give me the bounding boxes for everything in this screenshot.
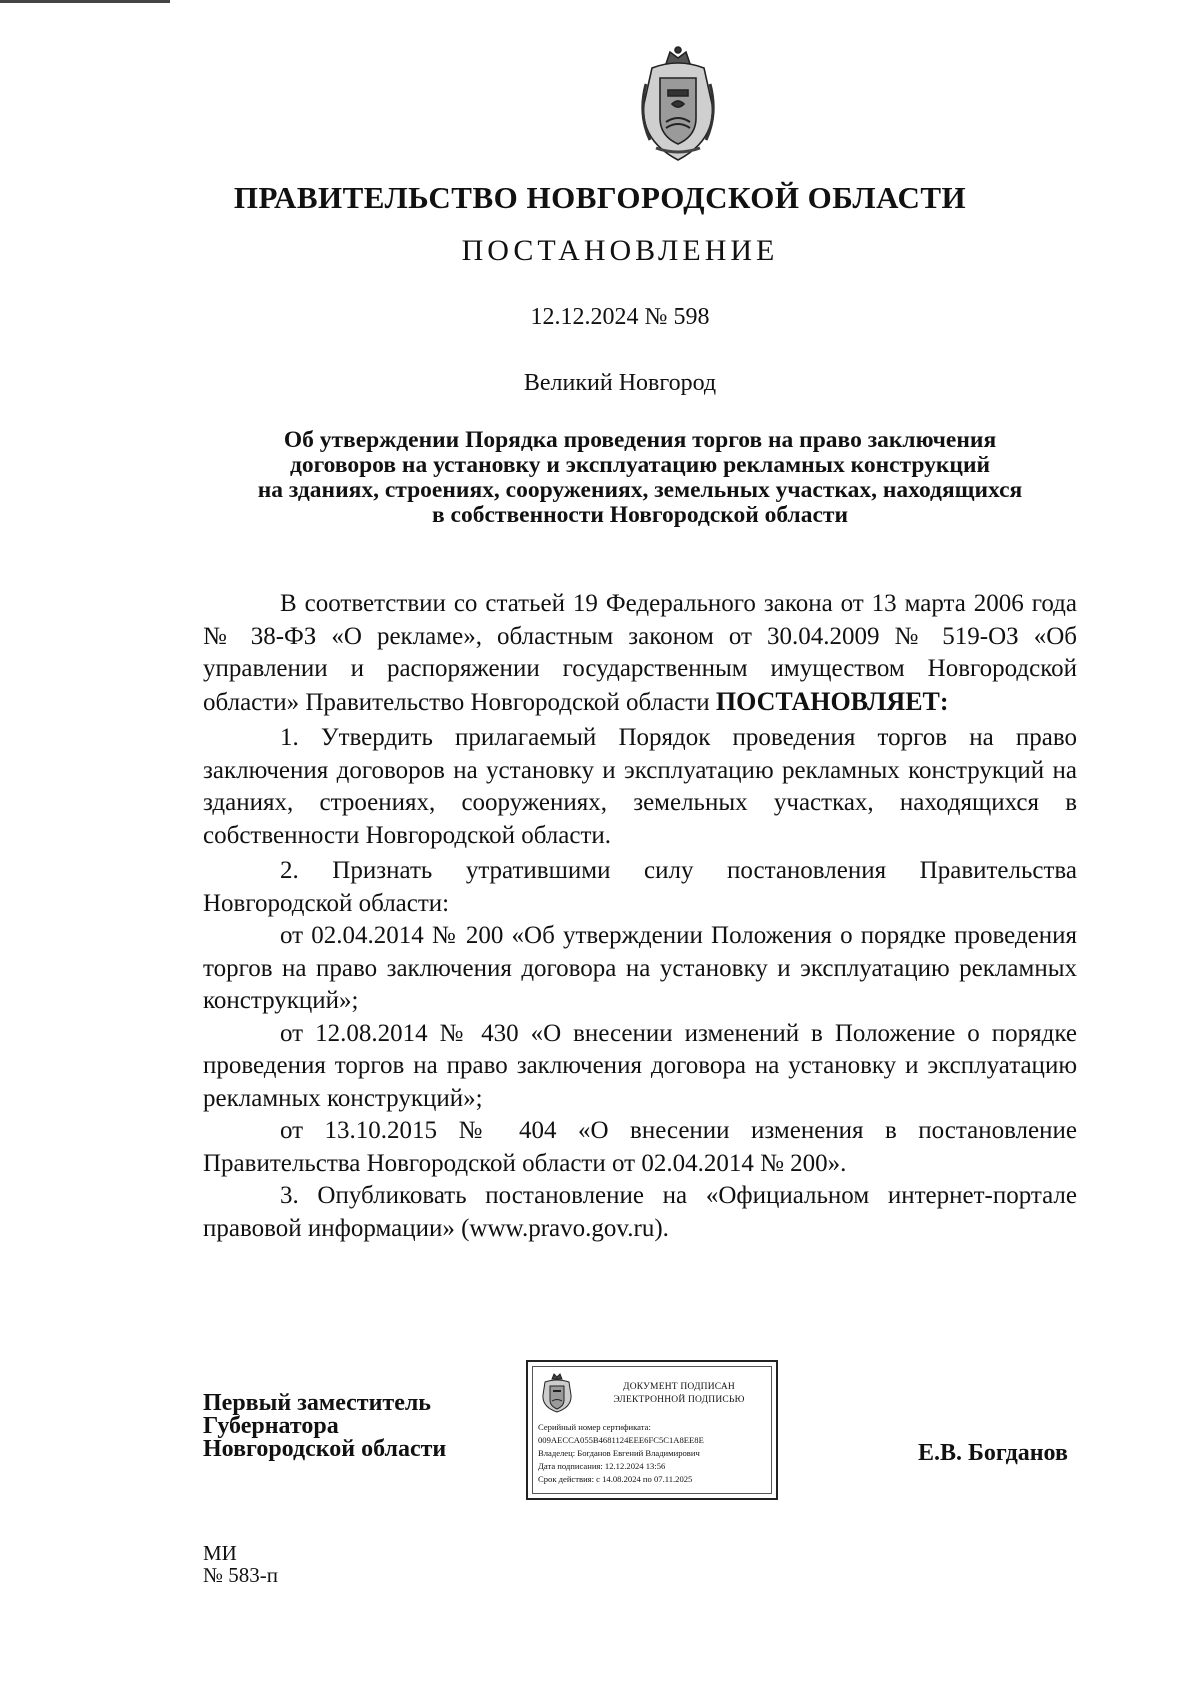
certificate-owner: Владелец: Богданов Евгений Владимирович <box>538 1448 700 1458</box>
coat-of-arms-icon <box>632 44 724 166</box>
item-2-subitem: от 12.08.2014 № 430 «О внесении изменений в Положение о порядке проведения торгов на право заключения договора на установку и эксплуатацию рекламных конструкций»; <box>203 1019 1077 1112</box>
date-and-number: 12.12.2024 № 598 <box>530 304 710 330</box>
scan-edge-mark <box>0 0 170 3</box>
government-title: ПРАВИТЕЛЬСТВО НОВГОРОДСКОЙ ОБЛАСТИ <box>233 180 967 215</box>
signer-name: Е.В. Богданов <box>918 1440 1068 1466</box>
certificate-number: 009AECCA055B4681124EEE6FC5C1A8EE8E <box>538 1435 704 1445</box>
stamp-heading-line: ЭЛЕКТРОННОЙ ПОДПИСЬЮ <box>613 1395 745 1405</box>
resolves-keyword: ПОСТАНОВЛЯЕТ: <box>715 686 949 716</box>
stamp-heading-line: ДОКУМЕНТ ПОДПИСАН <box>623 1382 735 1392</box>
decree-body <box>203 588 1077 1245</box>
executor-mark <box>203 1542 278 1586</box>
decree-subject <box>200 428 1080 528</box>
electronic-signature-stamp <box>526 1360 778 1500</box>
city: Великий Новгород <box>523 370 717 396</box>
item-2-subitem: от 02.04.2014 № 200 «Об утверждении Положения о порядке проведения торгов на право заключения договора на установку и эксплуатацию рекламных конструкций»; <box>203 922 1077 1014</box>
executor-number: № 583-п <box>203 1563 279 1587</box>
signing-date: Дата подписания: 12.12.2024 13:56 <box>538 1461 666 1471</box>
signer-position-line: Первый заместитель <box>203 1390 431 1416</box>
subject-line: на зданиях, строениях, сооружениях, земельных участках, находящихся <box>257 477 1023 503</box>
subject-line: Об утверждении Порядка проведения торгов на право заключения <box>283 427 997 453</box>
document-type: ПОСТАНОВЛЕНИЕ <box>461 234 779 267</box>
executor-initials: МИ <box>203 1541 237 1565</box>
subject-line: в собственности Новгородской области <box>431 502 848 528</box>
signer-position-line: Губернатора <box>203 1413 339 1439</box>
stamp-heading <box>595 1381 763 1407</box>
stamp-details <box>538 1421 704 1486</box>
item-3: 3. Опубликовать постановление на «Официальном интернет-портале правовой информации» (www.pravo.gov.ru). <box>203 1182 1077 1242</box>
preamble-text: В соответствии со статьей 19 Федерального закона от 13 марта 2006 года № 38-ФЗ «О рекламе», областным законом от 30.04.2009 № 519-ОЗ «Об управлении и распоряжении государственным имуществом Новгородской области» Правительство Новгородской области <box>203 590 1077 716</box>
subject-line: договоров на установку и эксплуатацию рекламных конструкций <box>289 452 991 478</box>
signer-position <box>203 1392 446 1461</box>
item-1: 1. Утвердить прилагаемый Порядок проведения торгов на право заключения договоров на установку и эксплуатацию рекламных конструкций на зданиях, строениях, сооружениях, земельных участках, находящихся в собственности Новгородской области. <box>203 724 1077 849</box>
preamble-paragraph <box>203 588 1077 719</box>
certificate-label: Серийный номер сертификата: <box>538 1422 651 1432</box>
certificate-validity: Срок действия: с 14.08.2024 по 07.11.2025 <box>538 1474 693 1484</box>
item-2: 2. Признать утратившими силу постановления Правительства Новгородской области: <box>203 857 1077 917</box>
stamp-frame <box>532 1366 772 1494</box>
signer-position-line: Новгородской области <box>203 1436 447 1462</box>
item-2-subitem: от 13.10.2015 № 404 «О внесении изменения в постановление Правительства Новгородской области от 02.04.2014 № 200». <box>203 1117 1077 1177</box>
stamp-coat-of-arms-icon <box>539 1373 575 1413</box>
